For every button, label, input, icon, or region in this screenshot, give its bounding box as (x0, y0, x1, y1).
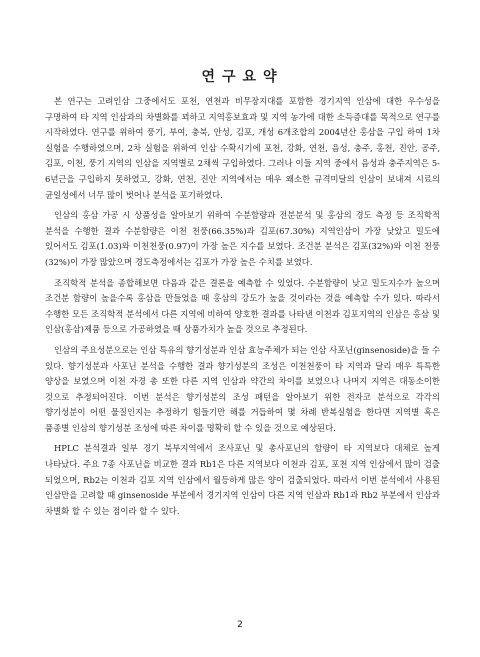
paragraph-5: HPLC 분석결과 일부 경기 북부지역에서 조사포닌 및 총사포닌의 함량이 타 지역보다 대체로 높게 나타났다. 주요 7종 사포닌을 비교한 결과 Rb1은 다른 지역보다 이천과 김포, 포천 지역 인삼에서 많이 검출 되었으며, Rb2는 이천과 김포 지역 인삼에서 월등하게 많은 양이 검출되었다. 따라서 이번 분석에서 사용된 인삼만을 고려할 때 ginsenoside 부분에서 경기지역 인삼이 다른 지역 인삼과 Rb1과 Rb2 부분에서 인삼과 차별화 할 수 있는 점이라 할 수 있다. (45, 443, 440, 516)
paragraph-2: 인삼의 홍삼 가공 시 상품성을 알아보기 위하여 수분함량과 전분분석 및 홍삼의 경도 측정 등 조직학적 분석을 수행한 결과 수분함량은 이천 천풍(66.35%)과 김포(67.30%) 지역인삼이 가장 낮았고 밀도에 있어서도 김포(1.03)와 이천천풍(0.97)이 가장 높은 지수를 보였다. 조건분 분석은 김포(32%)와 이천 천풍(32%)이 가장 많았으며 경도측정에서는 김포가 가장 높은 수치를 보였다. (45, 210, 440, 267)
paragraph-4: 인삼의 주요성분으로는 인삼 특유의 향기성분과 인삼 효능주체가 되는 인삼 사포닌(ginsenoside)을 들 수 있다. 향기성분과 사포닌 분석을 수행한 결과 향기성분의 조성은 이천천풍이 타 지역과 달리 매우 특특한 양상을 보였으며 이천 자경 총 또한 다른 지역 인삼과 약간의 차이를 보였으나 나머지 지역은 대동소이한 것으로 추정되어진다. 이번 분석은 향기성분의 조성 패턴을 알아보기 위한 전자코 분석으로 각각의 향기성분이 어떤 물질인지는 추정하기 힘들기만 해를 거듭하여 몇 차례 반복실험을 한다면 지역별 혹은 품종별 인삼의 향기성분 조성에 따른 차이를 명확히 할 수 있을 것으로 예상된다. (45, 344, 440, 433)
page-title: 연구요약 (201, 69, 284, 85)
page-number: 2 (237, 620, 243, 630)
paragraph-1: 본 연구는 고려인삼 그중에서도 포천, 연천과 비무장지대를 포함한 경기지역 인삼에 대한 우수성을 구명하여 타 지역 인삼과의 차별화를 꾀하고 지역홍보효과 및 지역 농가에 대한 소득증대를 목적으로 연구를 시작하였다. 연구를 위하여 풍기, 부여, 충북, 안성, 김포, 개성 6개조합의 2004년산 홍삼을 구입 하여 1차 실험을 수행하였으며, 2차 실험을 위하여 인삼 수확시기에 포천, 강화, 연천, 음성, 충주, 홍천, 진안, 공주, 김포, 이천, 풍기 지역의 인삼을 지역별로 2채씩 구입하였다. 그러나 이들 지역 중에서 음성과 충주지역은 5-6년근을 구입하지 못하였고, 강화, 연천, 진안 지역에서는 매우 왜소한 규격미달의 인삼이 보내져 시료의 균일성에서 너무 많이 벗어나 분석을 포기하였다. (45, 96, 440, 200)
paragraph-3: 조직학적 분석을 종합해보면 다음과 같은 결론을 예측할 수 있었다. 수분함량이 낮고 밀도지수가 높으며 조건분 함량이 높을수록 홍삼을 만들었을 때 홍삼의 강도가 높을 것이라는 것을 예측할 수가 있다. 따라서 수행한 모든 조직학적 분석에서 다른 지역에 비하여 양호한 결과를 나타낸 이천과 김포지역의 인삼은 홍삼 및 인삼(홍삼)제품 등으로 가공하였을 때 상품가치가 높을 것으로 추정된다. (45, 277, 440, 335)
